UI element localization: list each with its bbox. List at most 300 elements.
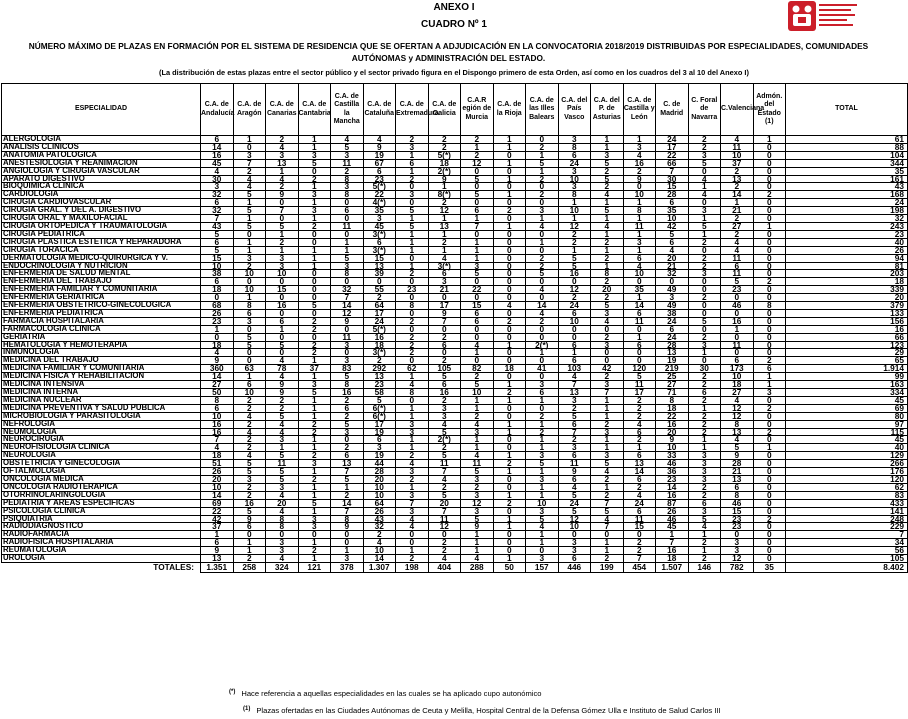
places-cell: 0 (493, 294, 526, 302)
places-cell: 2 (396, 333, 429, 341)
specialty-name: ENDOCRINOLOGIA Y NUTRICION (2, 262, 201, 270)
column-header-region: C.A. de Castilla y León (623, 84, 656, 136)
places-cell: 27 (656, 381, 689, 389)
places-cell: 9 (656, 436, 689, 444)
places-cell: 3 (461, 507, 494, 515)
row-total: 32 (786, 215, 908, 223)
places-cell: 6 (396, 159, 429, 167)
places-cell: 6 (201, 136, 234, 144)
places-cell: 0 (493, 475, 526, 483)
places-cell: 1 (298, 262, 331, 270)
places-cell: 6 (623, 341, 656, 349)
places-cell: 0 (493, 531, 526, 539)
places-cell: 2 (591, 278, 624, 286)
places-cell: 6 (526, 389, 559, 397)
places-cell: 7 (201, 436, 234, 444)
places-cell: 1 (201, 325, 234, 333)
places-cell: 5 (331, 373, 364, 381)
places-cell: 2 (623, 483, 656, 491)
places-cell: 2 (266, 183, 299, 191)
places-cell: 27 (721, 222, 754, 230)
places-cell: 0 (493, 547, 526, 555)
places-cell: 8 (721, 491, 754, 499)
column-header-region: C.A. de las Illes Balears (526, 84, 559, 136)
places-cell: 0 (298, 294, 331, 302)
places-cell: 46 (721, 302, 754, 310)
places-cell: 2 (721, 230, 754, 238)
places-cell: 6 (201, 278, 234, 286)
footnote-cupo (229, 689, 542, 698)
places-cell: 2 (298, 222, 331, 230)
places-cell: 10 (721, 373, 754, 381)
places-cell: 0 (688, 357, 721, 365)
places-cell: 1 (298, 404, 331, 412)
places-cell: 3 (298, 191, 331, 199)
places-cell: 0 (753, 175, 786, 183)
places-cell: 0 (753, 309, 786, 317)
places-cell: 0 (753, 317, 786, 325)
places-cell: 5 (591, 507, 624, 515)
places-cell: 12 (558, 222, 591, 230)
places-cell: 2 (558, 404, 591, 412)
places-cell: 8 (558, 143, 591, 151)
places-cell: 0 (461, 294, 494, 302)
places-cell: 1 (493, 515, 526, 523)
specialty-name: FARMACIA HOSPITALARIA (2, 317, 201, 325)
places-cell: 2 (526, 191, 559, 199)
places-cell: 5 (233, 207, 266, 215)
places-cell: 0 (753, 507, 786, 515)
places-cell: 6 (428, 381, 461, 389)
places-cell: 21 (428, 286, 461, 294)
places-cell: 3 (688, 270, 721, 278)
places-cell: 4 (266, 357, 299, 365)
places-cell: 3 (688, 151, 721, 159)
places-cell: 7 (428, 468, 461, 476)
places-cell: 0 (493, 215, 526, 223)
specialty-name: CIRUGIA ORAL Y MAXILOFACIAL (2, 215, 201, 223)
places-cell: 10 (558, 523, 591, 531)
places-cell: 14 (201, 143, 234, 151)
places-cell: 28 (721, 460, 754, 468)
places-cell: 0 (461, 325, 494, 333)
places-cell: 4 (461, 555, 494, 563)
places-cell: 6 (721, 483, 754, 491)
places-cell: 1 (688, 230, 721, 238)
places-cell: 0 (753, 475, 786, 483)
places-cell: 5 (721, 278, 754, 286)
places-cell: 18 (656, 404, 689, 412)
places-cell: 12 (428, 207, 461, 215)
places-cell: 1 (688, 215, 721, 223)
places-cell: 3 (558, 396, 591, 404)
grand-total: 8.402 (786, 562, 908, 572)
places-cell: 11 (623, 222, 656, 230)
places-cell: 1 (298, 468, 331, 476)
places-cell: 0 (233, 230, 266, 238)
places-cell: 0 (396, 278, 429, 286)
places-cell: 0 (461, 278, 494, 286)
specialty-name: OTORRINOLARINGOLOGIA (2, 491, 201, 499)
places-cell: 1 (493, 523, 526, 531)
places-cell: 8 (201, 396, 234, 404)
places-cell: 3 (558, 444, 591, 452)
places-cell: 8(*) (428, 191, 461, 199)
places-cell: 13 (201, 555, 234, 563)
places-cell: 2 (396, 475, 429, 483)
places-cell: 1 (233, 215, 266, 223)
specialty-name: PSICOLOGIA CLINICA (2, 507, 201, 515)
places-cell: 1 (688, 531, 721, 539)
places-cell: 1 (753, 136, 786, 144)
places-cell: 4 (396, 515, 429, 523)
places-cell: 7 (558, 428, 591, 436)
places-cell: 1 (688, 183, 721, 191)
places-cell: 2 (396, 317, 429, 325)
column-total: 35 (753, 562, 786, 572)
places-cell: 1 (688, 444, 721, 452)
places-cell: 3 (526, 507, 559, 515)
row-total: 133 (786, 309, 908, 317)
places-cell: 23 (396, 286, 429, 294)
places-cell: 2 (558, 230, 591, 238)
row-total: 23 (786, 230, 908, 238)
places-cell: 3 (396, 420, 429, 428)
places-cell: 6 (428, 341, 461, 349)
places-cell: 1 (656, 531, 689, 539)
places-cell: 2 (363, 531, 396, 539)
places-cell: 42 (201, 515, 234, 523)
places-cell: 18 (493, 365, 526, 373)
places-cell: 2 (591, 254, 624, 262)
places-cell: 7 (331, 294, 364, 302)
places-cell: 0 (493, 238, 526, 246)
places-cell: 3(*) (363, 246, 396, 254)
specialty-name: ANESTESIOLOGIA Y REANIMACION (2, 159, 201, 167)
places-cell: 7 (428, 317, 461, 325)
specialty-name: OFTALMOLOGIA (2, 468, 201, 476)
places-cell: 2 (688, 539, 721, 547)
places-cell: 1 (753, 222, 786, 230)
places-cell: 1 (298, 357, 331, 365)
places-cell: 5 (526, 270, 559, 278)
places-cell: 1 (396, 230, 429, 238)
places-cell: 24 (558, 159, 591, 167)
places-cell: 0 (753, 238, 786, 246)
places-cell: 1 (266, 325, 299, 333)
places-cell: 0 (266, 531, 299, 539)
places-cell: 1 (526, 151, 559, 159)
footnote-mark: (*) (229, 689, 236, 695)
places-cell: 2 (428, 444, 461, 452)
places-cell: 6 (623, 475, 656, 483)
places-cell: 9 (558, 468, 591, 476)
row-total: 115 (786, 428, 908, 436)
places-cell: 6 (558, 452, 591, 460)
column-header-region: C.A. de Cantabria (298, 84, 331, 136)
places-cell: 0 (493, 167, 526, 175)
places-cell: 0 (233, 531, 266, 539)
places-cell: 6 (363, 167, 396, 175)
places-cell: 2 (298, 475, 331, 483)
places-cell: 0 (331, 349, 364, 357)
places-cell: 1 (753, 444, 786, 452)
places-cell: 1 (428, 230, 461, 238)
places-cell: 14 (526, 302, 559, 310)
places-cell: 5 (558, 507, 591, 515)
places-cell: 67 (363, 159, 396, 167)
places-cell: 8 (266, 523, 299, 531)
places-cell: 1 (623, 294, 656, 302)
places-cell: 3 (526, 452, 559, 460)
places-cell: 1 (201, 531, 234, 539)
places-cell: 1 (266, 246, 299, 254)
places-cell: 0 (428, 531, 461, 539)
places-cell: 1 (591, 547, 624, 555)
places-cell: 14 (363, 555, 396, 563)
places-cell: 51 (201, 460, 234, 468)
places-cell: 1 (526, 483, 559, 491)
places-cell: 39 (363, 270, 396, 278)
row-total: 45 (786, 436, 908, 444)
places-cell: 219 (656, 365, 689, 373)
row-total: 61 (786, 136, 908, 144)
row-total: 99 (786, 373, 908, 381)
places-cell: 1 (558, 215, 591, 223)
column-total: 782 (721, 562, 754, 572)
places-cell: 3 (331, 183, 364, 191)
places-cell: 0 (591, 357, 624, 365)
places-cell: 3 (363, 444, 396, 452)
places-cell: 5 (461, 270, 494, 278)
places-cell: 5 (331, 254, 364, 262)
places-cell: 2 (493, 317, 526, 325)
places-cell: 3 (688, 341, 721, 349)
places-cell: 0 (688, 309, 721, 317)
footnote-text: Plazas ofertadas en las Ciudades Autónomas de Ceuta y Melilla, Hospital Central de la Defensa Gómez Ulla e Instituto de Salud Carlos III (256, 706, 721, 715)
places-cell: 1 (461, 246, 494, 254)
places-cell: 6 (558, 357, 591, 365)
places-cell: 3 (298, 515, 331, 523)
places-cell: 1 (688, 349, 721, 357)
column-header-region: Admón. del Estado (1) (753, 84, 786, 136)
places-cell: 0 (493, 254, 526, 262)
places-cell: 6 (688, 389, 721, 397)
places-cell: 1 (591, 246, 624, 254)
places-cell: 1 (493, 428, 526, 436)
places-cell: 3 (233, 317, 266, 325)
places-cell: 4 (558, 483, 591, 491)
places-cell: 2 (396, 270, 429, 278)
places-cell: 30 (201, 175, 234, 183)
places-cell: 24 (656, 333, 689, 341)
specialty-name: NEUROCIRUGIA (2, 436, 201, 444)
places-cell: 13 (558, 389, 591, 397)
places-cell: 0 (753, 230, 786, 238)
places-cell: 0 (526, 325, 559, 333)
places-cell: 5 (461, 468, 494, 476)
places-cell: 3 (331, 428, 364, 436)
places-cell: 10 (266, 270, 299, 278)
places-cell: 7 (591, 523, 624, 531)
places-cell: 1 (591, 136, 624, 144)
places-cell: 1 (688, 404, 721, 412)
column-header-region: C.A. de Castilla la Mancha (331, 84, 364, 136)
specialty-name: NEUMOLOGIA (2, 428, 201, 436)
places-cell: 20 (363, 475, 396, 483)
places-cell: 1 (493, 420, 526, 428)
places-cell: 5 (688, 159, 721, 167)
places-cell: 3 (688, 468, 721, 476)
column-total: 1.507 (656, 562, 689, 572)
places-cell: 0 (753, 325, 786, 333)
places-cell: 2 (558, 436, 591, 444)
row-total: 104 (786, 151, 908, 159)
row-total: 433 (786, 499, 908, 507)
places-cell: 8 (331, 381, 364, 389)
places-cell: 3 (688, 207, 721, 215)
places-cell: 0 (298, 167, 331, 175)
places-cell: 5 (526, 460, 559, 468)
places-cell: 0 (493, 270, 526, 278)
places-cell: 10 (461, 389, 494, 397)
places-cell: 10 (233, 389, 266, 397)
places-cell: 14 (201, 491, 234, 499)
places-cell: 1 (233, 199, 266, 207)
places-cell: 5 (233, 191, 266, 199)
places-cell: 0 (298, 333, 331, 341)
places-cell: 2 (298, 317, 331, 325)
column-total: 50 (493, 562, 526, 572)
places-cell: 16 (331, 389, 364, 397)
places-cell: 0 (461, 333, 494, 341)
places-cell: 4 (266, 555, 299, 563)
places-cell: 3 (461, 428, 494, 436)
places-cell: 33 (656, 452, 689, 460)
row-total: 29 (786, 349, 908, 357)
places-cell: 35 (656, 207, 689, 215)
places-cell: 0 (266, 349, 299, 357)
places-cell: 10 (201, 483, 234, 491)
places-cell: 32 (331, 286, 364, 294)
places-cell: 0 (753, 270, 786, 278)
places-cell: 1 (461, 404, 494, 412)
places-cell: 0 (688, 167, 721, 175)
places-cell: 8 (396, 389, 429, 397)
places-cell: 1 (428, 246, 461, 254)
places-cell: 64 (363, 302, 396, 310)
places-cell: 1 (331, 246, 364, 254)
places-cell: 1 (493, 159, 526, 167)
places-cell: 0 (753, 452, 786, 460)
places-cell: 16 (623, 159, 656, 167)
row-total: 229 (786, 523, 908, 531)
places-cell: 1 (396, 412, 429, 420)
places-cell: 11 (721, 270, 754, 278)
places-cell: 42 (591, 365, 624, 373)
places-cell: 8 (331, 191, 364, 199)
places-cell: 4 (396, 381, 429, 389)
places-cell: 16 (656, 491, 689, 499)
places-cell: 3 (558, 167, 591, 175)
places-cell: 27 (201, 381, 234, 389)
places-cell: 2 (688, 483, 721, 491)
places-cell: 43 (363, 515, 396, 523)
places-cell: 4 (688, 175, 721, 183)
row-total: 65 (786, 357, 908, 365)
column-header-region: C.A. de Cataluña (363, 84, 396, 136)
places-cell: 5 (233, 222, 266, 230)
places-cell: 5 (558, 254, 591, 262)
places-cell: 0 (493, 483, 526, 491)
places-cell: 5 (266, 412, 299, 420)
places-cell: 5 (558, 262, 591, 270)
places-cell: 1 (233, 246, 266, 254)
places-cell: 5 (461, 191, 494, 199)
places-cell: 6 (623, 254, 656, 262)
places-cell: 16 (656, 420, 689, 428)
places-cell: 3 (656, 294, 689, 302)
places-cell: 4 (526, 286, 559, 294)
places-cell: 6 (233, 523, 266, 531)
specialty-name: ENFERMERIA PEDIATRICA (2, 309, 201, 317)
places-cell: 0 (623, 183, 656, 191)
places-cell: 2 (298, 428, 331, 436)
places-cell: 6 (233, 381, 266, 389)
specialty-name: HEMATOLOGIA Y HEMOTERAPIA (2, 341, 201, 349)
column-total: 454 (623, 562, 656, 572)
column-total: 146 (688, 562, 721, 572)
specialty-name: OBSTETRICIA Y GINECOLOGIA (2, 460, 201, 468)
row-total: 339 (786, 286, 908, 294)
places-cell: 26 (201, 309, 234, 317)
places-cell: 0 (753, 167, 786, 175)
specialty-name: NEUROFISIOLOGIA CLINICA (2, 444, 201, 452)
places-cell: 16 (201, 151, 234, 159)
places-cell: 8 (591, 270, 624, 278)
places-cell: 0 (753, 341, 786, 349)
places-cell: 6 (656, 199, 689, 207)
places-cell: 49 (656, 286, 689, 294)
row-total: 266 (786, 460, 908, 468)
places-cell: 5 (298, 499, 331, 507)
places-cell: 10 (721, 151, 754, 159)
places-cell: 2 (298, 547, 331, 555)
places-cell: 6 (656, 325, 689, 333)
places-cell: 0 (331, 278, 364, 286)
row-total: 16 (786, 325, 908, 333)
places-cell: 0 (493, 357, 526, 365)
row-total: 198 (786, 207, 908, 215)
places-cell: 22 (461, 286, 494, 294)
places-cell: 0 (396, 199, 429, 207)
places-cell: 11 (623, 515, 656, 523)
places-cell: 1 (688, 436, 721, 444)
places-cell: 12 (721, 404, 754, 412)
places-cell: 1 (298, 183, 331, 191)
places-cell: 5 (331, 475, 364, 483)
places-cell: 0 (526, 230, 559, 238)
places-cell: 5 (428, 428, 461, 436)
places-cell: 24 (656, 317, 689, 325)
places-cell: 120 (623, 365, 656, 373)
specialty-name: RADIODIAGNOSTICO (2, 523, 201, 531)
places-cell: 5 (233, 460, 266, 468)
places-cell: 13 (721, 428, 754, 436)
column-total: 1.351 (201, 562, 234, 572)
places-cell: 5 (201, 230, 234, 238)
places-cell: 0 (753, 491, 786, 499)
